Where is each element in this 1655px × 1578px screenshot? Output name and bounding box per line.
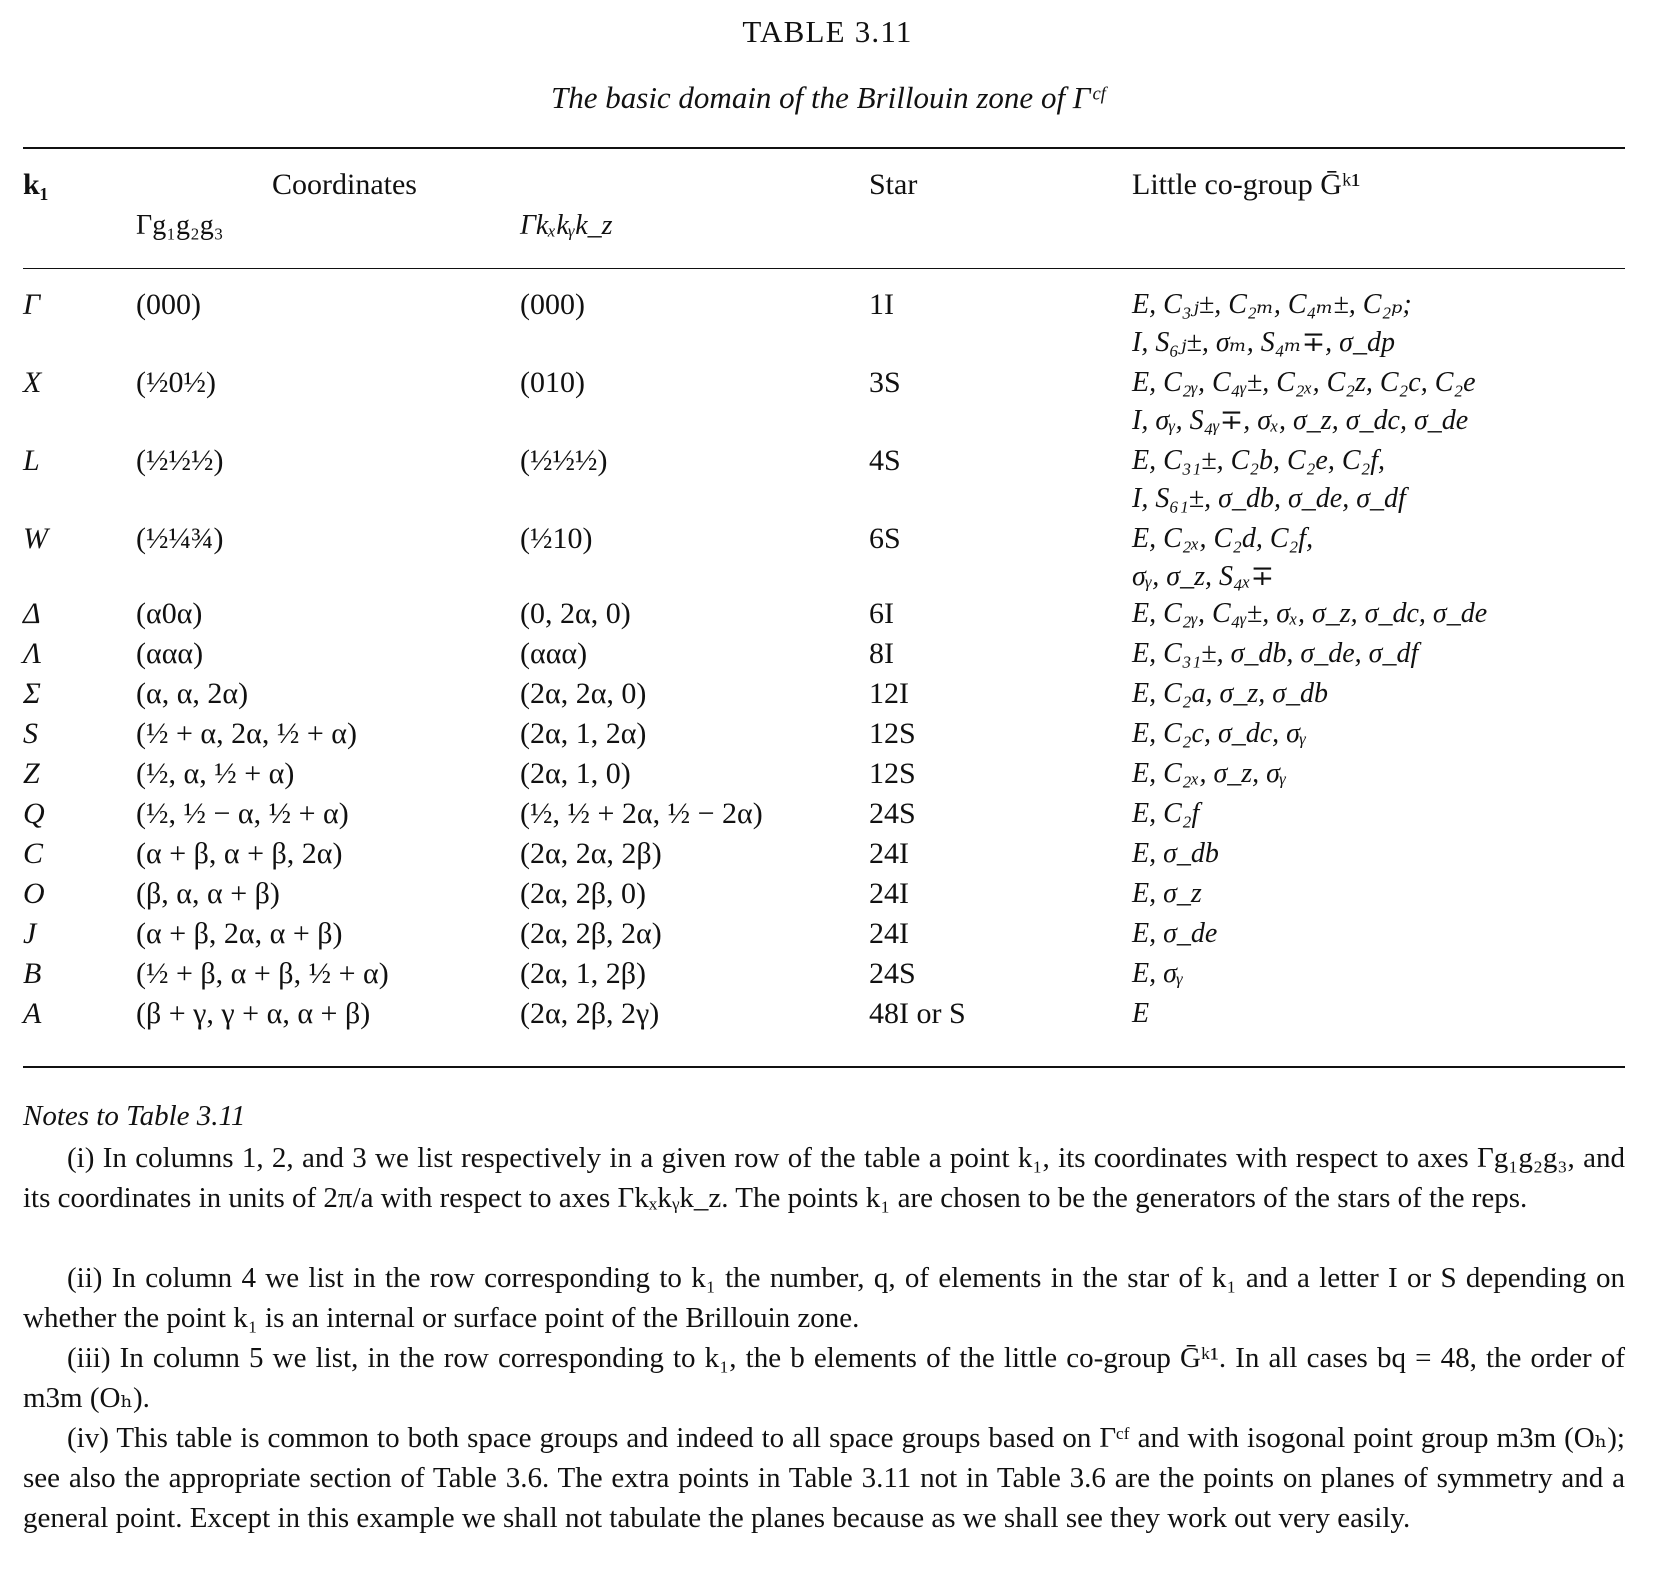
row-coordinates-k: (2α, 2β, 2γ) bbox=[520, 997, 660, 1030]
row-coordinates-k: (010) bbox=[520, 366, 585, 399]
row-star: 24S bbox=[869, 797, 916, 830]
row-little-group-line: E, C₂c, σ_dc, σᵧ bbox=[1132, 718, 1307, 749]
row-coordinates-k: (½, ½ + 2α, ½ − 2α) bbox=[520, 797, 763, 830]
row-coordinates-k: (ααα) bbox=[520, 637, 588, 670]
row-coordinates-g: (α + β, α + β, 2α) bbox=[136, 837, 343, 870]
note-iv: (iv) This table is common to both space groups and indeed to all space groups based on Γᶜᶠ and with isogonal point group m3m (Oₕ); see also the appropriate section of Table 3.6. The extra points in Table 3.11 not in Table 3.6 are the points on planes of symmetry and a general point. Except in this example we shall not tabulate the planes because as we shall see they work out very easily. bbox=[23, 1422, 1625, 1534]
row-little-group-line: E, C₃₁±, C₂b, C₂e, C₂f, bbox=[1132, 445, 1386, 476]
row-point-label: W bbox=[23, 522, 48, 555]
row-coordinates-g: (½ + β, α + β, ½ + α) bbox=[136, 957, 389, 990]
row-little-group-line: E, C₂f bbox=[1132, 798, 1200, 829]
table-label: TABLE 3.11 bbox=[742, 14, 913, 49]
row-star: 48I or S bbox=[869, 997, 966, 1030]
notes-title: Notes to Table 3.11 bbox=[23, 1100, 246, 1132]
header-star: Star bbox=[869, 168, 918, 201]
row-coordinates-g: (½½½) bbox=[136, 444, 224, 477]
row-point-label: O bbox=[23, 877, 45, 910]
row-star: 24S bbox=[869, 957, 916, 990]
row-little-group-line: I, S₆ⱼ±, σₘ, S₄ₘ∓, σ_dp bbox=[1132, 327, 1395, 358]
row-star: 12I bbox=[869, 677, 909, 710]
row-point-label: J bbox=[23, 917, 37, 950]
note-i: (i) In columns 1, 2, and 3 we list respectively in a given row of the table a point k₁, its coordinates with respect to axes Γg₁g₂g₃, and its coordinates in units of 2π/a with respect to axes Γkₓkᵧk_z. The points k₁ are chosen to be the generators of the stars of the reps. bbox=[23, 1142, 1625, 1214]
header-k-axes: Γkₓkᵧk_z bbox=[520, 210, 613, 241]
row-point-label: Σ bbox=[23, 677, 41, 710]
row-star: 24I bbox=[869, 917, 909, 950]
row-point-label: A bbox=[23, 997, 42, 1030]
note-iii: (iii) In column 5 we list, in the row corresponding to k₁, the b elements of the little co-group Ḡᵏ¹. In all cases bq = 48, the order of m3m (Oₕ). bbox=[23, 1342, 1625, 1414]
header-g-axes: Γg₁g₂g₃ bbox=[136, 210, 224, 241]
row-coordinates-k: (2α, 2α, 2β) bbox=[520, 837, 662, 870]
row-coordinates-k: (2α, 1, 2α) bbox=[520, 717, 647, 750]
row-little-group-line: E, C₃ⱼ±, C₂ₘ, C₄ₘ±, C₂ₚ; bbox=[1132, 289, 1412, 320]
table-caption: The basic domain of the Brillouin zone of Γᶜᶠ bbox=[551, 80, 1104, 115]
row-point-label: Δ bbox=[23, 597, 41, 630]
row-star: 1I bbox=[869, 288, 894, 321]
row-star: 6I bbox=[869, 597, 894, 630]
row-coordinates-k: (½½½) bbox=[520, 444, 608, 477]
row-little-group-line: E, C₂ₓ, C₂d, C₂f, bbox=[1132, 523, 1314, 554]
row-star: 3S bbox=[869, 366, 901, 399]
table-bottom-rule bbox=[23, 1066, 1625, 1068]
table-header-rule bbox=[23, 268, 1625, 269]
row-point-label: C bbox=[23, 837, 44, 870]
table-top-rule bbox=[23, 147, 1625, 149]
row-coordinates-k: (000) bbox=[520, 288, 585, 321]
row-coordinates-g: (α + β, 2α, α + β) bbox=[136, 917, 343, 950]
header-k: k₁ bbox=[23, 168, 49, 201]
row-little-group-line: I, S₆₁±, σ_db, σ_de, σ_df bbox=[1132, 483, 1406, 514]
row-coordinates-g: (ααα) bbox=[136, 637, 204, 670]
row-coordinates-g: (½¼¾) bbox=[136, 522, 224, 555]
row-coordinates-g: (000) bbox=[136, 288, 201, 321]
row-star: 6S bbox=[869, 522, 901, 555]
row-coordinates-k: (0, 2α, 0) bbox=[520, 597, 631, 630]
row-coordinates-k: (½10) bbox=[520, 522, 593, 555]
row-star: 12S bbox=[869, 717, 916, 750]
row-little-group-line: E, C₂ₓ, σ_z, σᵧ bbox=[1132, 758, 1287, 789]
row-point-label: Q bbox=[23, 797, 45, 830]
row-little-group-line: E, σ_de bbox=[1132, 918, 1218, 949]
row-star: 4S bbox=[869, 444, 901, 477]
row-coordinates-g: (½, ½ − α, ½ + α) bbox=[136, 797, 349, 830]
row-little-group-line: I, σᵧ, S₄ᵧ∓, σₓ, σ_z, σ_dc, σ_de bbox=[1132, 405, 1469, 436]
row-little-group-line: E, σ_db bbox=[1132, 838, 1219, 869]
row-point-label: L bbox=[23, 444, 40, 477]
row-coordinates-g: (α, α, 2α) bbox=[136, 677, 249, 710]
row-star: 24I bbox=[869, 837, 909, 870]
row-point-label: Γ bbox=[23, 288, 41, 321]
row-point-label: B bbox=[23, 957, 42, 990]
row-little-group-line: E, C₂ᵧ, C₄ᵧ±, C₂ₓ, C₂z, C₂c, C₂e bbox=[1132, 367, 1476, 398]
row-coordinates-k: (2α, 2α, 0) bbox=[520, 677, 647, 710]
row-coordinates-g: (α0α) bbox=[136, 597, 203, 630]
row-little-group-line: E, σᵧ bbox=[1132, 958, 1184, 989]
row-little-group-line: E, C₂ᵧ, C₄ᵧ±, σₓ, σ_z, σ_dc, σ_de bbox=[1132, 598, 1488, 629]
header-coordinates: Coordinates bbox=[272, 168, 417, 201]
row-little-group-line: E, C₂a, σ_z, σ_db bbox=[1132, 678, 1329, 709]
note-ii: (ii) In column 4 we list in the row corresponding to k₁ the number, q, of elements in the star of k₁ and a letter I or S depending on whether the point k₁ is an internal or surface point of the Brillouin zone. bbox=[23, 1262, 1625, 1334]
row-star: 24I bbox=[869, 877, 909, 910]
row-coordinates-g: (β, α, α + β) bbox=[136, 877, 280, 910]
row-coordinates-g: (½ + α, 2α, ½ + α) bbox=[136, 717, 357, 750]
row-coordinates-g: (½, α, ½ + α) bbox=[136, 757, 295, 790]
row-star: 8I bbox=[869, 637, 894, 670]
row-coordinates-k: (2α, 1, 0) bbox=[520, 757, 631, 790]
header-little-group: Little co-group Ḡᵏ¹ bbox=[1132, 168, 1361, 201]
row-point-label: Λ bbox=[23, 637, 42, 670]
row-little-group-line: E, σ_z bbox=[1132, 878, 1202, 909]
row-little-group-line: σᵧ, σ_z, S₄ₓ∓ bbox=[1132, 561, 1275, 592]
row-coordinates-k: (2α, 2β, 0) bbox=[520, 877, 646, 910]
row-coordinates-k: (2α, 2β, 2α) bbox=[520, 917, 662, 950]
row-star: 12S bbox=[869, 757, 916, 790]
row-point-label: S bbox=[23, 717, 38, 750]
row-point-label: X bbox=[23, 366, 42, 399]
row-coordinates-k: (2α, 1, 2β) bbox=[520, 957, 646, 990]
row-point-label: Z bbox=[23, 757, 40, 790]
row-little-group-line: E bbox=[1132, 998, 1150, 1029]
row-little-group-line: E, C₃₁±, σ_db, σ_de, σ_df bbox=[1132, 638, 1419, 669]
row-coordinates-g: (½0½) bbox=[136, 366, 216, 399]
row-coordinates-g: (β + γ, γ + α, α + β) bbox=[136, 997, 371, 1030]
